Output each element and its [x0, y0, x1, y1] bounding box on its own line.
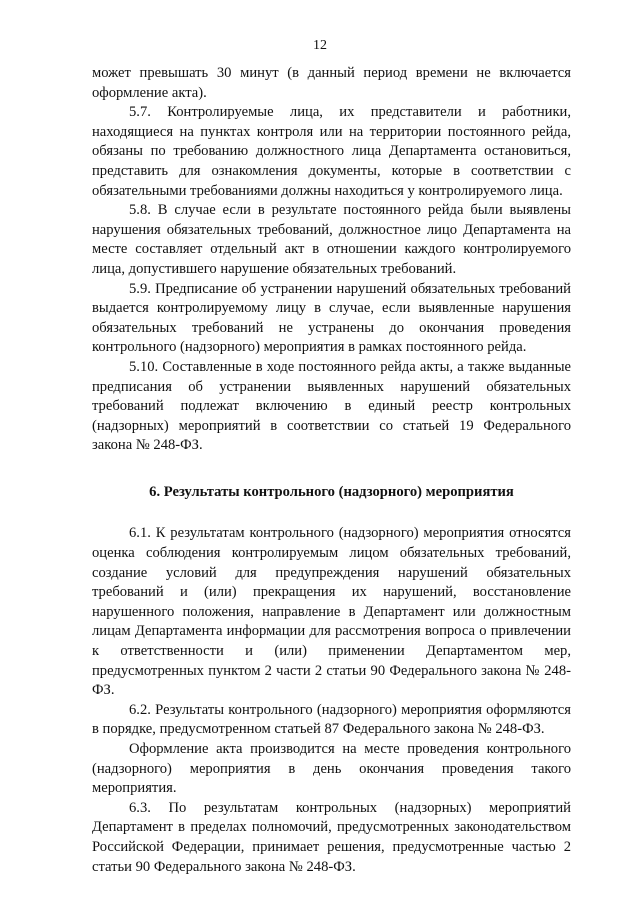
- document-body: [92, 64, 571, 877]
- paragraph-continuation: может превышать 30 минут (в данный период времени не включается оформление акта).: [92, 65, 571, 101]
- paragraph-5-9: 5.9. Предписание об устранении нарушений обязательных требований выдается контролируемому лицу в случае, если выявленные нарушения обязательных требований не устранены до окончания проведения контрольного (надзорного) мероприятия в рамках постоянного рейда.: [92, 280, 571, 356]
- paragraph-5-8: 5.8. В случае если в результате постоянного рейда были выявлены нарушения обязательных требований, должностное лицо Департамента на месте составляет отдельный акт в отношении каждого контролируемого лица, допустившего нарушение обязательных требований.: [92, 202, 571, 277]
- page-number: 12: [313, 38, 327, 53]
- section-heading: 6. Результаты контрольного (надзорного) мероприятия: [149, 483, 514, 500]
- paragraph-6-2: 6.2. Результаты контрольного (надзорного) мероприятия оформляются в порядке, предусмотренном статьей 87 Федерального закона № 248-ФЗ.: [92, 701, 571, 738]
- paragraph-act-formalization: Оформление акта производится на месте проведения контрольного (надзорного) мероприятия в день окончания проведения такого мероприятия.: [92, 741, 571, 797]
- paragraph-6-1: 6.1. К результатам контрольного (надзорного) мероприятия относятся оценка соблюдения контролируемым лицом обязательных требований, создание условий для предупреждения нарушений обязательных требований и (или) прекращения их нарушений, восстановление нарушенного положения, направление в Департамент или должностным лицам Департамента информации для рассмотрения вопроса о привлечении к ответственности и (или) применении Департаментом мер, предусмотренных пунктом 2 части 2 статьи 90 Федерального закона № 248-ФЗ.: [92, 525, 571, 699]
- paragraph-5-10: 5.10. Составленные в ходе постоянного рейда акты, а также выданные предписания об устранении выявленных нарушений обязательных требований подлежат включению в единый реестр контрольных (надзорных) мероприятий в соответствии со статьей 19 Федерального закона № 248-ФЗ.: [92, 358, 571, 454]
- paragraph-6-3: 6.3. По результатам контрольных (надзорных) мероприятий Департамент в пределах полномочий, предусмотренных законодательством Российской Федерации, принимает решения, предусмотренные частью 2 статьи 90 Федерального закона № 248-ФЗ.: [92, 799, 571, 875]
- paragraph-5-7: 5.7. Контролируемые лица, их представители и работники, находящиеся на пунктах контроля или на территории постоянного рейда, обязаны по требованию должностного лица Департамента остановиться, представить для ознакомления документы, которые в соответствии с обязательными требованиями должны находиться у контролируемого лица.: [92, 104, 571, 199]
